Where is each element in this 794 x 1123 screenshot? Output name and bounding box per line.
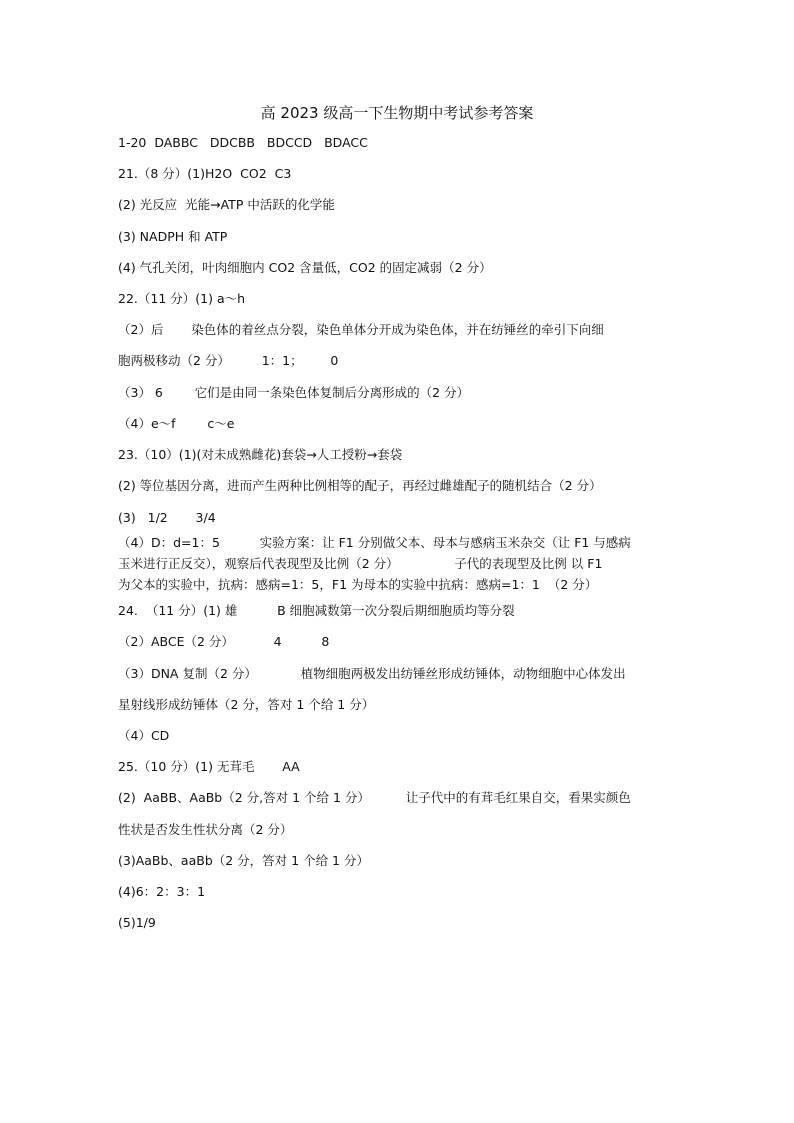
answer-22-2-cont: 胞两极移动（2 分） 1：1； 0 <box>118 353 339 368</box>
answer-21-3: (3) NADPH 和 ATP <box>118 229 228 244</box>
answer-25-1: 25.（10 分）(1) 无茸毛 AA <box>118 759 300 774</box>
answer-23-4-cont2: 为父本的实验中，抗病：感病=1：5，F1 为母本的实验中抗病：感病=1：1 （2 分） <box>118 577 598 592</box>
answer-22-3: （3） 6 它们是由同一条染色体复制后分离形成的（2 分） <box>118 385 470 400</box>
answer-22-1: 22.（11 分）(1) a～h <box>118 291 246 306</box>
answer-23-4-cont1: 玉米进行正反交），观察后代表现型及比例（2 分） 子代的表现型及比例 以 F1 <box>118 556 603 571</box>
answer-23-3: (3) 1/2 3/4 <box>118 510 216 525</box>
answer-21-4: (4) 气孔关闭，叶肉细胞内 CO2 含量低，CO2 的固定减弱（2 分） <box>118 260 492 275</box>
answer-25-5: (5)1/9 <box>118 915 156 930</box>
answer-mc: 1-20 DABBC DDCBB BDCCD BDACC <box>118 135 368 150</box>
answer-24-3-cont: 星射线形成纺锤体（2 分，答对 1 个给 1 分） <box>118 697 375 712</box>
answer-22-4: （4）e～f c～e <box>118 416 235 431</box>
answer-25-3: (3)AaBb、aaBb（2 分，答对 1 个给 1 分） <box>118 853 369 868</box>
answer-24-4: （4）CD <box>118 728 170 743</box>
answer-25-4: (4)6：2：3：1 <box>118 884 206 899</box>
answer-24-1: 24. （11 分）(1) 雄 B 细胞减数第一次分裂后期细胞质均等分裂 <box>118 603 515 618</box>
answer-23-4: （4）D：d=1：5 实验方案：让 F1 分别做父本、母本与感病玉米杂交（让 F1 与感病 <box>118 535 631 550</box>
page-title: 高 2023 级高一下生物期中考试参考答案 <box>260 104 534 122</box>
answer-25-2-cont: 性状是否发生性状分离（2 分） <box>118 822 293 837</box>
answer-24-3: （3）DNA 复制（2 分） 植物细胞两极发出纺锤丝形成纺锤体，动物细胞中心体发出 <box>118 666 626 681</box>
answer-23-2: (2) 等位基因分离，进而产生两种比例相等的配子，再经过雌雄配子的随机结合（2 分） <box>118 478 602 493</box>
answer-21-2: (2) 光反应 光能→ATP 中活跃的化学能 <box>118 197 335 212</box>
answer-22-2: （2）后 染色体的着丝点分裂，染色单体分开成为染色体，并在纺锤丝的牵引下向细 <box>118 322 604 337</box>
answer-25-2: (2) AaBB、AaBb（2 分,答对 1 个给 1 分） 让子代中的有茸毛红果自交，看果实颜色 <box>118 790 631 805</box>
answer-23-1: 23.（10）(1)(对未成熟雌花)套袋→人工授粉→套袋 <box>118 447 403 462</box>
answer-24-2: （2）ABCE（2 分） 4 8 <box>118 634 330 649</box>
answer-21-1: 21.（8 分）(1)H2O CO2 C3 <box>118 166 292 181</box>
